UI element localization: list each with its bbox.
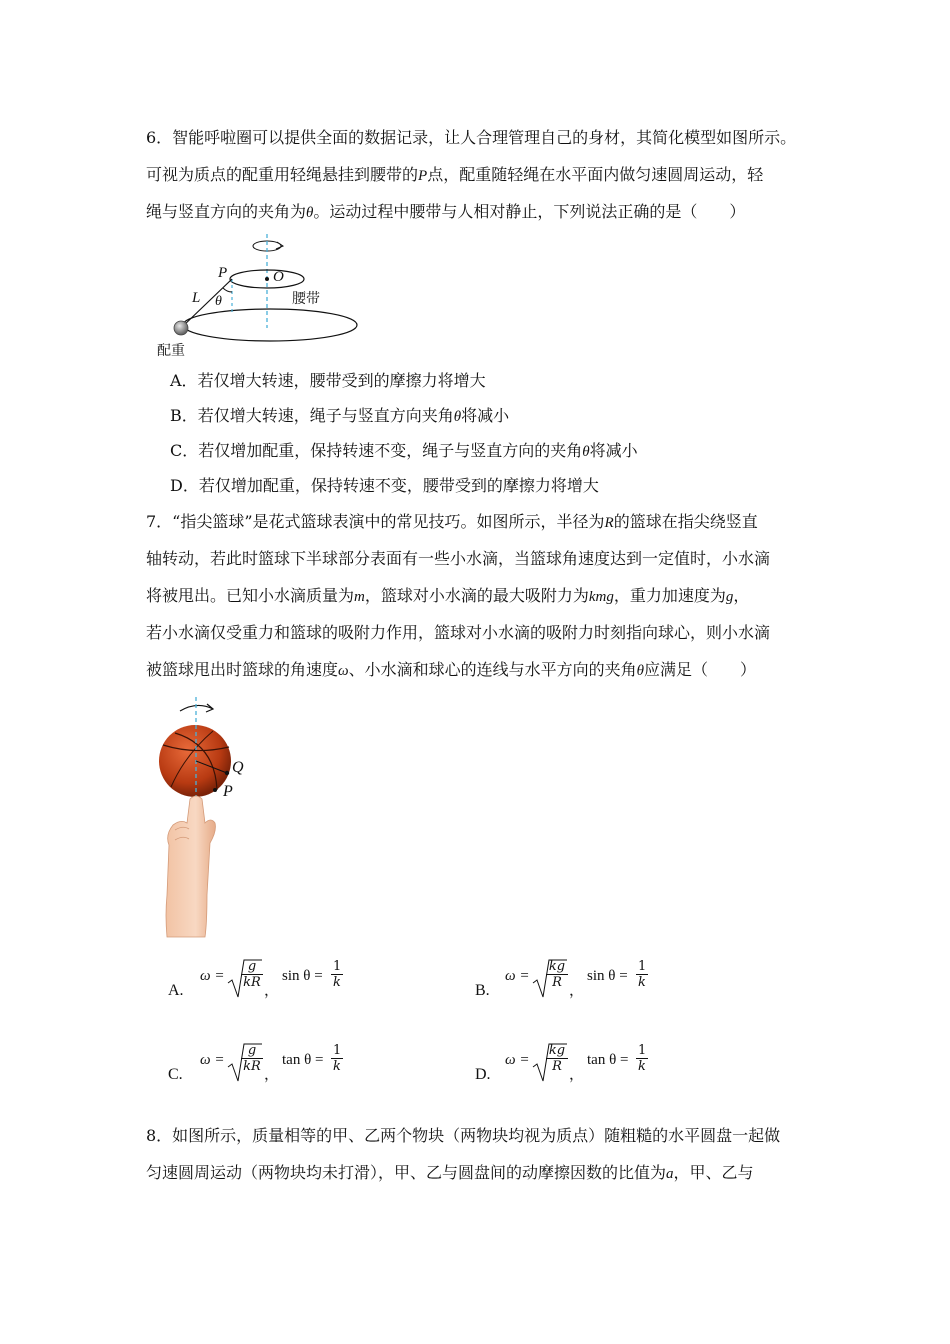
option-letter: D. <box>475 1066 491 1083</box>
q7-line-2: 轴转动，若此时篮球下半球部分表面有一些小水滴，当篮球角速度达到一定值时，小水滴 <box>146 549 771 568</box>
q6-label-weight: 配重 <box>157 343 185 359</box>
radicand-numerator: kg <box>546 1043 568 1059</box>
q6-label-theta: θ <box>215 294 222 309</box>
q7-line-4: 若小水滴仅受重力和篮球的吸附力作用，篮球对小水滴的吸附力时刻指向球心，则小水滴 <box>146 623 771 642</box>
q7-option-c[interactable] <box>168 1039 388 1094</box>
q6-option-c[interactable]: C．若仅增加配重，保持转速不变，绳子与竖直方向的夹角θ将减小 <box>170 441 638 460</box>
option-letter: B. <box>475 982 490 999</box>
q6-option-d[interactable]: D．若仅增加配重，保持转速不变，腰带受到的摩擦力将增大 <box>170 476 599 495</box>
hula-hoop-diagram <box>155 232 365 362</box>
omega-label: ω = <box>200 968 225 984</box>
radicand-denominator: kR <box>243 1059 261 1074</box>
fraction <box>636 959 648 990</box>
radicand-numerator: kg <box>546 959 568 975</box>
q7-option-d[interactable] <box>475 1039 695 1094</box>
fraction-denominator: k <box>333 1059 341 1074</box>
radicand <box>546 959 568 990</box>
radicand <box>546 1043 568 1074</box>
option-letter: A. <box>168 982 184 999</box>
trig-label: sin θ = <box>587 968 628 984</box>
radicand-denominator: R <box>552 1059 562 1074</box>
separator: ， <box>264 1067 280 1083</box>
q7-option-a[interactable] <box>168 955 388 1010</box>
q6-option-b[interactable]: B．若仅增大转速，绳子与竖直方向夹角θ将减小 <box>170 406 510 425</box>
q8-line-1: 8．如图所示，质量相等的甲、乙两个物块（两物块均视为质点）随粗糙的水平圆盘一起做 <box>146 1126 781 1145</box>
q7-line-5: 被篮球甩出时篮球的角速度ω、小水滴和球心的连线与水平方向的夹角θ应满足（ ） <box>146 660 757 679</box>
q6-label-L: L <box>192 290 201 306</box>
q7-label-Q: Q <box>232 759 244 776</box>
fraction <box>331 1043 343 1074</box>
q7-line-3: 将被甩出。已知小水滴质量为m，篮球对小水滴的最大吸附力为kmg，重力加速度为g， <box>146 586 750 605</box>
separator: ， <box>264 983 280 999</box>
radicand-numerator: g <box>241 959 263 975</box>
fraction-denominator: k <box>333 975 341 990</box>
separator: ， <box>569 1067 585 1083</box>
trig-label: tan θ = <box>587 1052 629 1068</box>
trig-label: tan θ = <box>282 1052 324 1068</box>
q6-option-a[interactable]: A．若仅增大转速，腰带受到的摩擦力将增大 <box>170 371 486 390</box>
omega-label: ω = <box>505 968 530 984</box>
q7-line-1: 7．“指尖篮球”是花式篮球表演中的常见技巧。如图所示，半径为R的篮球在指尖绕竖直 <box>146 512 758 531</box>
fraction-numerator: 1 <box>333 959 342 974</box>
fraction-numerator: 1 <box>638 959 647 974</box>
omega-label: ω = <box>200 1052 225 1068</box>
radicand <box>241 1043 263 1074</box>
separator: ， <box>569 983 585 999</box>
q6-line-3: 绳与竖直方向的夹角为θ。运动过程中腰带与人相对静止，下列说法正确的是（ ） <box>146 202 746 221</box>
fraction <box>636 1043 648 1074</box>
option-letter: C. <box>168 1066 183 1083</box>
omega-label: ω = <box>505 1052 530 1068</box>
q6-line-2: 可视为质点的配重用轻绳悬挂到腰带的P点，配重随轻绳在水平面内做匀速圆周运动，轻 <box>146 165 764 184</box>
radicand-denominator: R <box>552 975 562 990</box>
fraction-numerator: 1 <box>638 1043 647 1058</box>
q7-option-b[interactable] <box>475 955 695 1010</box>
q6-label-P: P <box>218 265 228 281</box>
q6-label-O: O <box>273 269 284 285</box>
fraction-denominator: k <box>638 975 646 990</box>
q6-hula-hoop-figure <box>155 232 365 362</box>
radicand-numerator: g <box>241 1043 263 1059</box>
fraction-numerator: 1 <box>333 1043 342 1058</box>
finger-basketball-diagram <box>155 695 265 940</box>
q7-basketball-figure <box>155 695 265 940</box>
fraction <box>331 959 343 990</box>
q8-line-2: 匀速圆周运动（两物块均未打滑），甲、乙与圆盘间的动摩擦因数的比值为a，甲、乙与 <box>146 1163 754 1182</box>
trig-label: sin θ = <box>282 968 323 984</box>
q6-line-1: 6．智能呼啦圈可以提供全面的数据记录，让人合理管理自己的身材，其简化模型如图所示。 <box>146 128 797 147</box>
radicand-denominator: kR <box>243 975 261 990</box>
radicand <box>241 959 263 990</box>
q7-label-P: P <box>223 783 233 800</box>
fraction-denominator: k <box>638 1059 646 1074</box>
q6-label-belt: 腰带 <box>292 291 320 307</box>
